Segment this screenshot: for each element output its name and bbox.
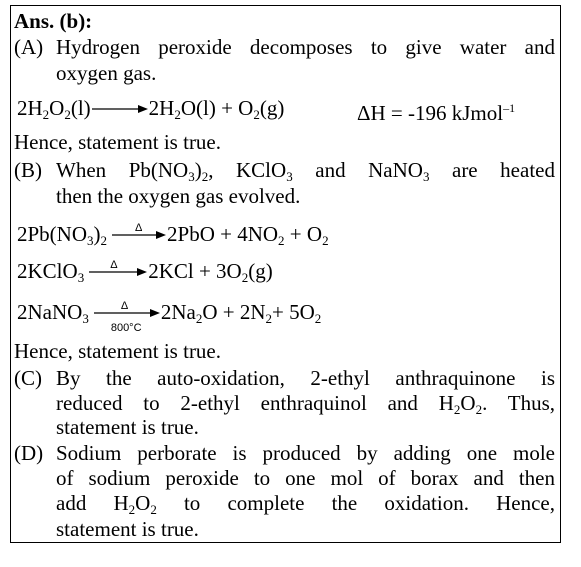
option-c-line3: statement is true.: [56, 415, 199, 439]
option-c-line1: By the auto-oxidation, 2-ethyl anthraquinone is: [56, 366, 555, 390]
option-a-line2: oxygen gas.: [56, 61, 157, 85]
option-a-line1: Hydrogen peroxide decomposes to give water and: [56, 35, 555, 59]
option-b-line1: When $Pb(NO_3)_2$, KClO$_3$ and NaNO$_3$ are heated: [56, 158, 555, 184]
heat-condition: Δ: [110, 259, 118, 271]
option-d-line4: statement is true.: [56, 517, 199, 541]
option-a-marker: (A): [14, 35, 44, 59]
equation-b1: $2Pb(NO_3)_2$ Δ $2PbO + 4NO_2 + O_2$: [17, 222, 329, 253]
enthalpy-change: ΔH = -196 kJmol$^{-1}$: [357, 101, 516, 125]
option-a-conclusion: Hence, statement is true.: [14, 130, 222, 154]
reaction-arrow: [93, 300, 161, 334]
option-d-line2: of sodium peroxide to one mol of borax and then: [56, 466, 555, 490]
equation-b2: 2KClO$_3$ Δ $2KCl + 3O_2(g)$: [17, 259, 273, 290]
option-b-line2: then the oxygen gas evolved.: [56, 184, 301, 208]
equation-b3: 2NaNO$_3$ Δ 800°C $2Na_2O + 2N_2+ 5O_2$: [17, 300, 321, 331]
equation-a: $2H_2O_2(l)$ $2H_2O(l) + O_2(g)$: [17, 96, 285, 122]
answer-label: Ans. (b):: [14, 9, 93, 33]
reaction-arrow: [91, 96, 149, 120]
heat-condition: Δ: [135, 222, 143, 234]
option-b-conclusion: Hence, statement is true.: [14, 339, 222, 363]
option-d-line3: add $H_2O_2$ to complete the oxidation. Hence,: [56, 491, 555, 517]
option-c-marker: (C): [14, 366, 42, 390]
reaction-arrow: [111, 222, 167, 246]
option-d-line1: Sodium perborate is produced by adding one mole: [56, 441, 555, 465]
option-d-marker: (D): [14, 441, 44, 465]
temperature-condition: 800°C: [110, 322, 142, 334]
heat-condition: Δ: [120, 300, 129, 312]
option-b-marker: (B): [14, 158, 42, 182]
option-c-line2: reduced to 2-ethyl enthraquinol and $H_2O_2$. Thus,: [56, 391, 555, 417]
reaction-arrow: [88, 259, 148, 283]
